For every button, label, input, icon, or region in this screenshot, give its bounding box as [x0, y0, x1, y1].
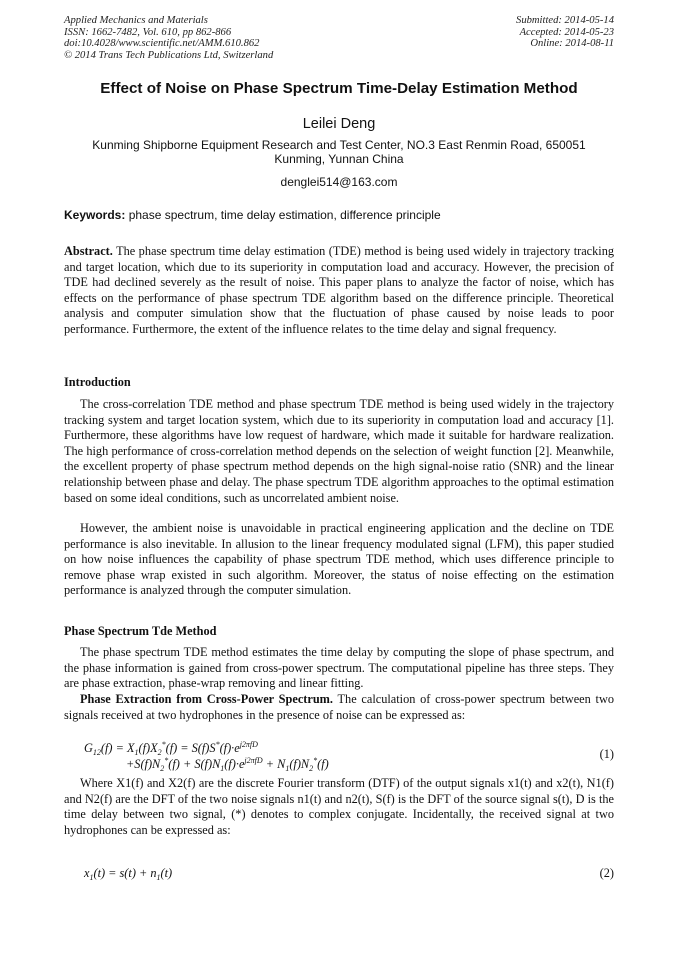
abstract-text: The phase spectrum time delay estimation (TDE) method is being used widely in trajectory tracking and target location, which due to its superiority in computation load and accuracy. However, the precision of TDE had declined severely as the result of noise. This paper plans to analyze the factor of noise, which has effects on the performance of phase spectrum TDE algorithm based on the difference principle. Theoretical analysis and computer simulation show that the fluctuation of phase caused by noise leads to poor performance. Furthermore, the extent of the influence relates to the time delay and signal frequency.: [64, 244, 614, 336]
abstract: [64, 244, 614, 338]
phase-extraction-text: The calculation of cross-power spectrum between two signals received at two hydrophones in the presence of noise can be expressed as:: [64, 692, 614, 722]
introduction-heading: Introduction: [64, 375, 131, 389]
keywords-text: phase spectrum, time delay estimation, difference principle: [125, 208, 441, 222]
where-paragraph: Where X1(f) and X2(f) are the discrete Fourier transform (DTF) of the output signals x1(t) and x2(t), N1(f) and N2(f) are the DFT of the two noise signals n1(t) and n2(t), S(f) is the DFT of the source signal s(t), D is the time delay between two signal, (*) denotes to complex conjugate. Incidentally, the received signal at two hydrophones can be expressed as:: [64, 776, 614, 837]
method-paragraph-2: [64, 692, 614, 723]
equation-1-number: (1): [599, 747, 614, 761]
equation-1-line-1: $G_{12}(f) = X_1(f)X_2^*(f) = S(f)S^*(f)\cdot e^{j2\pi fD}$: [84, 740, 258, 757]
intro-paragraph-2: However, the ambient noise is unavoidable in practical engineering application and the decline on TDE performance is also inevitable. In allusion to the linear frequency modulated signal (LFM), this paper studied on how noise influences the capability of phase spectrum TDE method, which uses difference principle to remove phase wrap existed in such algorithm. Moreover, the status of noise effecting on the estimation performance is analyzed through the computer simulation.: [64, 521, 614, 598]
author-email: denglei514@163.com: [280, 175, 398, 189]
abstract-label: Abstract.: [64, 244, 113, 258]
method-heading: Phase Spectrum Tde Method: [64, 624, 217, 638]
keywords: [64, 208, 614, 222]
equation-2-number: (2): [599, 866, 614, 880]
accepted-date: Accepted: 2014-05-23: [519, 26, 614, 38]
equation-1-line-2: $+S(f)N_2^*(f) + S(f)N_1(f)\cdot e^{j2\pi fD} + N_1(f)N_2^*(f)$: [126, 756, 329, 773]
journal-name: Applied Mechanics and Materials: [64, 15, 208, 26]
paper-title: Effect of Noise on Phase Spectrum Time-Delay Estimation Method: [100, 80, 578, 97]
affiliation: Kunming Shipborne Equipment Research and Test Center, NO.3 East Renmin Road, 650051 Kunming, Yunnan China: [92, 138, 586, 166]
keywords-label: Keywords:: [64, 208, 126, 222]
doi-line: doi:10.4028/www.scientific.net/AMM.610.862: [64, 38, 260, 50]
phase-extraction-label: Phase Extraction from Cross-Power Spectrum.: [80, 692, 333, 706]
dates-info: [516, 15, 614, 50]
author-name: Leilei Deng: [302, 116, 376, 132]
online-date: Online: 2014-08-11: [530, 38, 614, 50]
method-paragraph-1: The phase spectrum TDE method estimates the time delay by computing the slope of phase spectrum, and the phase information is gained from cross-power spectrum. The computational pipeline has three steps. They are phase extraction, phase-wrap removing and linear fitting.: [64, 645, 614, 691]
intro-paragraph-1: The cross-correlation TDE method and phase spectrum TDE method is being used widely in the trajectory tracking system and target location system, which due to its superiority in computation load and accuracy [1]. Furthermore, these algorithms have low request of hardware, which made it suitable for hardware realization. The high performance of cross-correlation method depends on the selection of weight function [2]. Meanwhile, the excellent property of phase spectrum method depends on the high signal-noise ratio (SNR) and the linear relationship between phase and delay. The phase spectrum TDE algorithm approaches to the optimal estimation based on some ideal conditions, such as uncorrelated ambient noise.: [64, 397, 614, 505]
copyright-line: © 2014 Trans Tech Publications Ltd, Switzerland: [64, 49, 274, 61]
journal-info: [64, 15, 273, 61]
submitted-date: Submitted: 2014-05-14: [516, 15, 614, 26]
equation-2: $x_1(t) = s(t) + n_1(t)$: [84, 866, 173, 882]
issn-line: ISSN: 1662-7482, Vol. 610, pp 862-866: [64, 26, 232, 38]
